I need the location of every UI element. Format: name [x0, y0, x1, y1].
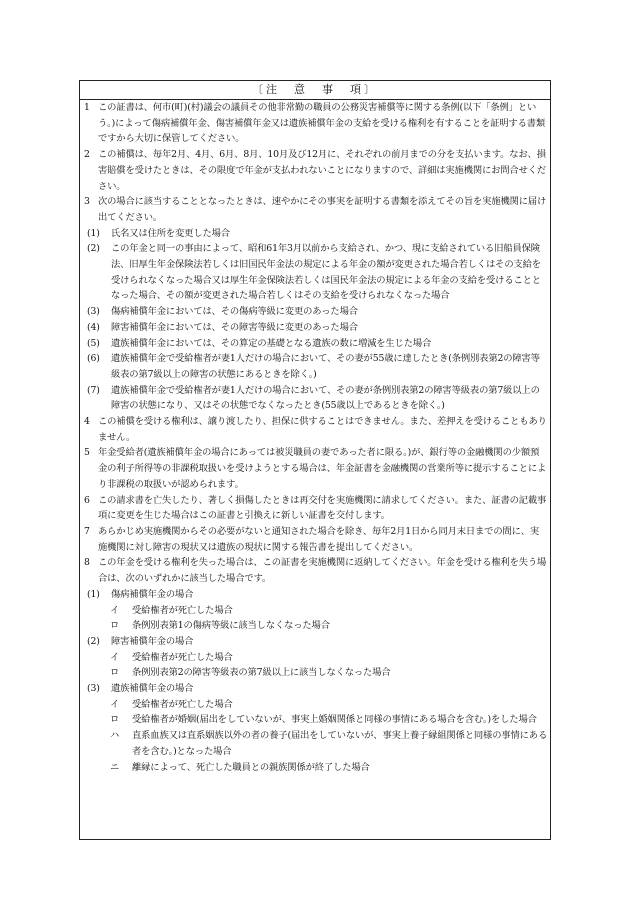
section-line: [84, 493, 548, 524]
notice-document: [79, 80, 551, 840]
sub-sub-item: [84, 603, 548, 619]
section-line: [84, 445, 548, 492]
sub-item-text: 傷病補償年金においては、その傷病等級に変更のあった場合: [111, 306, 358, 318]
sub-sub-item-text: 離縁によって、死亡した職員との親族関係が終了した場合: [132, 761, 370, 773]
section-text: この年金を受ける権利を失った場合は、この証書を実施機関に返納してください。年金を受ける権利を失う場合は、次のいずれかに該当した場合です。: [98, 557, 547, 585]
section-text: 次の場合に該当することとなったときは、速やかにその事実を証明する書類を添えてその旨を実施機関に届け出てください。: [98, 196, 547, 223]
sub-item-number: (7): [87, 384, 100, 396]
notice-section: [84, 524, 548, 555]
sub-item-number: (4): [87, 321, 100, 333]
sub-item-text: 氏名又は住所を変更した場合: [111, 227, 230, 239]
sub-item: [84, 226, 548, 242]
sub-sub-item: [84, 712, 548, 728]
sub-sub-item: [84, 697, 548, 713]
sub-item: [84, 681, 548, 697]
sub-sub-item-text: 受給権者が死亡した場合: [132, 651, 233, 663]
notice-section: [84, 555, 548, 775]
section-line: [84, 524, 548, 555]
sub-sub-item: [84, 618, 548, 634]
sub-sub-item-number: ロ: [110, 667, 120, 679]
section-number: 3: [84, 196, 90, 208]
notice-section: [84, 100, 548, 147]
notice-section: [84, 493, 548, 524]
section-line: [84, 100, 548, 147]
sub-item-number: (3): [87, 306, 100, 318]
sub-item: [84, 587, 548, 603]
sub-item-number: (2): [87, 635, 100, 647]
notice-section: [84, 445, 548, 492]
sub-item-text: 遺族補償年金においては、その算定の基礎となる遺族の数に増減を生じた場合: [111, 337, 432, 349]
sub-item-text: 遺族補償年金の場合: [111, 683, 194, 695]
notice-section: [84, 147, 548, 194]
sub-sub-item-number: ニ: [110, 761, 120, 773]
document-title: 〔注 意 事 項〕: [80, 81, 550, 100]
sub-sub-item-text: 受給権者が婚姻(届出をしていないが、事実上婚姻関係と同様の事情にある場合を含む。)をした場合: [132, 714, 537, 726]
section-text: この補償を受ける権利は、譲り渡したり、担保に供することはできません。また、差押えを受けることもありません。: [98, 416, 547, 443]
sub-sub-item-text: 条例別表第1の傷病等級に該当しなくなった場合: [132, 620, 330, 632]
section-number: 4: [84, 416, 90, 428]
section-line: [84, 194, 548, 225]
section-number: 5: [84, 447, 90, 459]
sub-sub-item: [84, 650, 548, 666]
sub-sub-item: [84, 760, 548, 776]
section-line: [84, 555, 548, 586]
sub-item: [84, 320, 548, 336]
section-line: [84, 414, 548, 445]
section-number: 7: [84, 525, 90, 537]
sub-item-number: (2): [87, 243, 100, 255]
section-text: この補償は、毎年2月、4月、6月、8月、10月及び12月に、それぞれの前月までの分を支払います。なお、損害賠償を受けたときは、その限度で年金が支払われないことになりますので、詳細は実施機関にお問合せください。: [98, 149, 547, 192]
sub-sub-item-number: ロ: [110, 620, 120, 632]
sub-item: [84, 241, 548, 304]
notice-section: [84, 194, 548, 414]
sub-item-text: 障害補償年金においては、その障害等級に変更のあった場合: [111, 321, 358, 333]
sub-item-text: 遺族補償年金で受給権者が妻1人だけの場合において、その妻が条例別表第2の障害等級表の第7級以上の障害の状態になり、又はその状態でなくなったとき(55歳以上であるときを除く。): [111, 384, 540, 412]
sub-sub-item-text: 条例別表第2の障害等級表の第7級以上に該当しなくなった場合: [132, 667, 391, 679]
sub-sub-item-text: 受給権者が死亡した場合: [132, 604, 233, 616]
sub-item: [84, 634, 548, 650]
sub-sub-item-number: イ: [110, 604, 120, 616]
sub-item-number: (5): [87, 337, 100, 349]
section-number: 2: [84, 149, 90, 161]
sub-sub-item-number: イ: [110, 698, 120, 710]
sub-item-number: (6): [87, 353, 100, 365]
sub-item-text: 傷病補償年金の場合: [111, 588, 194, 600]
sub-item-text: この年金と同一の事由によって、昭和61年3月以前から支給され、かつ、現に支給されている旧船員保険法、旧厚生年金保険法若しくは旧国民年金法の規定による年金の額が変更された場合若しくはその支給を受けられなくなった場合又は厚生年金保険法若しくは国民年金法の規定による年金の支給を受けることとなった場合、その額が変更された場合若しくはその支給を受けられなくなった場合: [111, 243, 541, 302]
sub-item-number: (3): [87, 683, 100, 695]
section-text: この請求書を亡失したり、著しく損傷したときは再交付を実施機関に請求してください。また、証書の記載事項に変更を生じた場合はこの証書と引換えに新しい証書を交付します。: [98, 494, 547, 522]
document-body: [80, 100, 550, 775]
sub-sub-item: [84, 665, 548, 681]
sub-item-text: 遺族補償年金で受給権者が妻1人だけの場合において、その妻が55歳に達したとき(条例別表第2の障害等級表の第7級以上の障害の状態にあるときを除く。): [111, 353, 540, 380]
sub-item-number: (1): [87, 588, 100, 600]
notice-section: [84, 414, 548, 445]
sub-sub-item-text: 受給権者が死亡した場合: [132, 698, 233, 710]
sub-sub-item: [84, 728, 548, 759]
sub-item-number: (1): [87, 227, 100, 239]
sub-sub-item-number: ロ: [110, 714, 120, 726]
section-number: 8: [84, 557, 90, 569]
section-number: 1: [84, 102, 90, 113]
sub-item: [84, 336, 548, 352]
sub-sub-item-number: ハ: [110, 730, 120, 742]
section-text: あらかじめ実施機関からその必要がないと通知された場合を除き、毎年2月1日から同月末日までの間に、実施機関に対し障害の現状又は遺族の現状に関する報告書を提出してください。: [98, 525, 540, 553]
sub-item: [84, 351, 548, 382]
sub-item-text: 障害補償年金の場合: [111, 635, 194, 647]
sub-sub-item-number: イ: [110, 651, 120, 663]
section-line: [84, 147, 548, 194]
section-text: 年金受給者(遺族補償年金の場合にあっては被災職員の妻であった者に限る。)が、銀行等の金融機関の少額預金の利子所得等の非課税取扱いを受けようとする場合は、年金証書を金融機関の営業所等に提示することにより非課税の取扱いが認められます。: [98, 447, 547, 490]
sub-item: [84, 304, 548, 320]
section-number: 6: [84, 494, 90, 506]
sub-sub-item-text: 直系血族又は直系姻族以外の者の養子(届出をしていないが、事実上養子縁組関係と同様の事情にある者を含む。)となった場合: [132, 730, 548, 757]
section-text: この証書は、何市(町)(村)議会の議員その他非常勤の職員の公務災害補償等に関する条例(以下「条例」という。)によって傷病補償年金、傷害補償年金又は遺族補償年金の支給を受ける権利を有することを証明する書類ですから大切に保管してください。: [98, 102, 546, 145]
sub-item: [84, 383, 548, 414]
